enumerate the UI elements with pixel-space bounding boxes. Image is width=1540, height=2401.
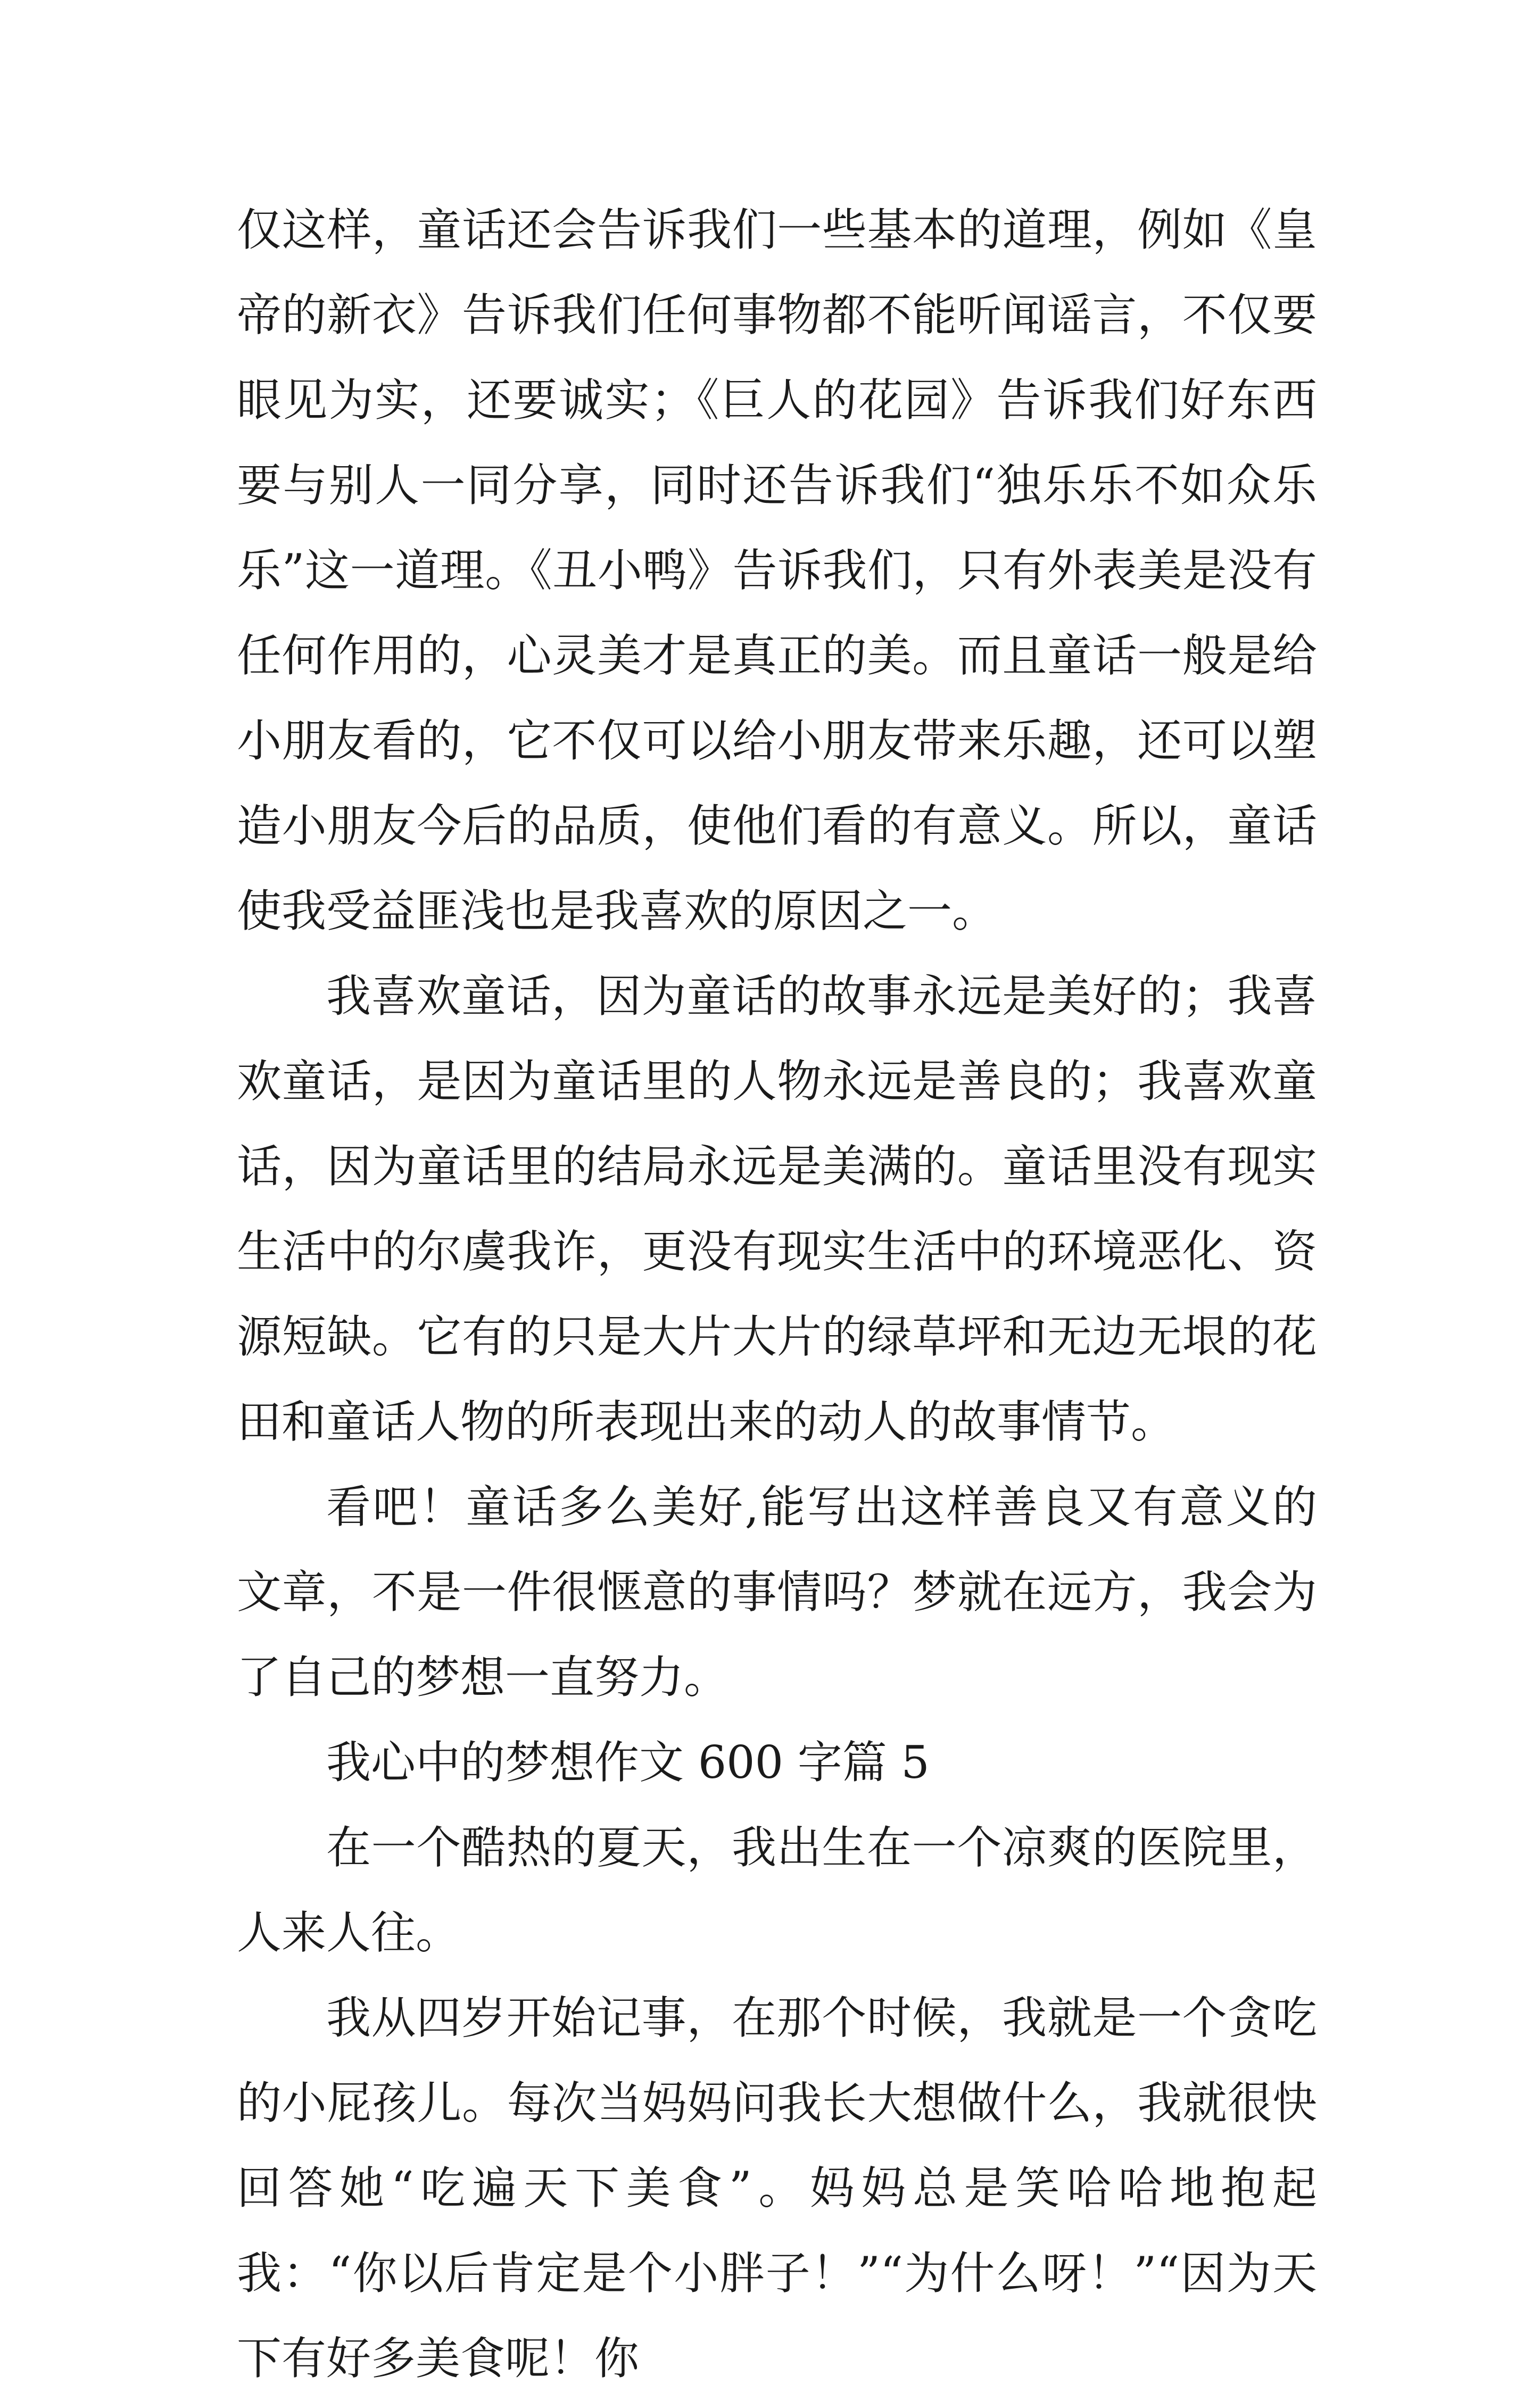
paragraph-birth: 在一个酷热的夏天，我出生在一个凉爽的医院里，人来人往。: [237, 1822, 1317, 1959]
paragraph-fairytale-reasons: 我喜欢童话，因为童话的故事永远是美好的；我喜欢童话，是因为童话里的人物永远是善良的；我喜欢童话，因为童话里的结局永远是美满的。童话里没有现实生活中的尔虞我诈，更没有现实生活中的环境恶化、资源短缺。它有的只是大片大片的绿草坪和无边无垠的花田和童话人物的所表现出来的动人的故事情节。: [237, 970, 1317, 1448]
paragraph-childhood: 我从四岁开始记事，在那个时候，我就是一个贪吃的小屁孩儿。每次当妈妈问我长大想做什么，我就很快回答她“吃遍天下美食”。妈妈总是笑哈哈地抱起我：“你以后肯定是个小胖子！”“为什么呀！”“因为天下有好多美食呢！你: [237, 1992, 1317, 2385]
paragraph-conclusion: 看吧！童话多么美好,能写出这样善良又有意义的文章，不是一件很惬意的事情吗？梦就在远方，我会为了自己的梦想一直努力。: [237, 1481, 1317, 1703]
section-heading: 我心中的梦想作文 600 字篇 5: [326, 1736, 930, 1789]
paragraph-continuation: 仅这样，童话还会告诉我们一些基本的道理，例如《皇帝的新衣》告诉我们任何事物都不能听闻谣言，不仅要眼见为实，还要诚实；《巨人的花园》告诉我们好东西要与别人一同分享，同时还告诉我们“独乐乐不如众乐乐”这一道理。《丑小鸭》告诉我们，只有外表美是没有任何作用的，心灵美才是真正的美。而且童话一般是给小朋友看的，它不仅可以给小朋友带来乐趣，还可以塑造小朋友今后的品质，使他们看的有意义。所以，童话使我受益匪浅也是我喜欢的原因之一。: [237, 204, 1317, 937]
document-body: [237, 187, 1317, 2401]
